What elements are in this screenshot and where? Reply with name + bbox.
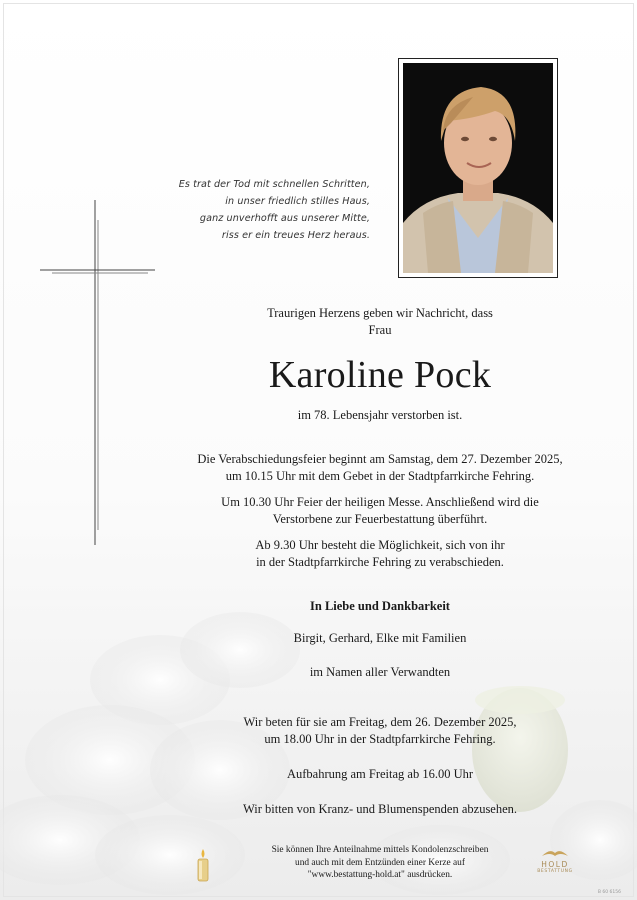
logo-name: HOLD [541,860,569,869]
deceased-name: Karoline Pock [268,354,492,396]
age-line: im 78. Lebensjahr verstorben ist. [297,408,463,422]
farewell-line: in der Stadtpfarrkirche Fehring zu verabschieden. [256,555,504,569]
reference-code: B 60 6156 [597,890,621,895]
mass-info [160,494,600,528]
verse-line: in unser friedlich stilles Haus, [225,196,370,207]
farewell-line: Ab 9.30 Uhr besteht die Möglichkeit, sich von ihr [255,538,505,552]
memorial-verse [140,176,370,244]
verse-line: ganz unverhofft aus unserer Mitte, [199,213,370,224]
candle-icon [194,848,212,882]
flowers-request: Wir bitten von Kranz- und Blumenspenden abzusehen. [242,802,518,816]
mass-line: Um 10.30 Uhr Feier der heiligen Messe. Anschließend wird die [221,495,539,509]
intro-text [160,305,600,339]
prayer-info [160,714,600,748]
farewell-info [160,537,600,571]
prayer-line: um 18.00 Uhr in der Stadtpfarrkirche Fehring. [264,732,496,746]
family-names: Birgit, Gerhard, Elke mit Familien [293,631,467,645]
mass-line: Verstorbene zur Feuerbestattung überführt. [272,512,488,526]
hold-logo-icon [530,848,580,882]
portrait-photo [403,63,553,273]
condolence-line: Sie können Ihre Anteilnahme mittels Kondolenzschreiben [271,845,489,855]
intro-line: Traurigen Herzens geben wir Nachricht, dass [267,306,493,320]
condolence-note [220,844,540,882]
portrait-frame [398,58,558,278]
intro-line: Frau [368,323,392,337]
cross-icon [40,200,155,545]
ceremony-line: um 10.15 Uhr mit dem Gebet in der Stadtpfarrkirche Fehring. [225,469,535,483]
love-heading: In Liebe und Dankbarkeit [310,599,450,613]
condolence-line: "www.bestattung-hold.at" ausdrücken. [307,870,453,880]
ceremony-info [160,451,600,485]
verse-line: Es trat der Tod mit schnellen Schritten, [178,179,370,190]
condolence-line: und auch mit dem Entzünden einer Kerze auf [295,857,465,868]
relatives-line: im Namen aller Verwandten [309,665,451,679]
prayer-line: Wir beten für sie am Freitag, dem 26. Dezember 2025, [243,715,517,729]
verse-line: riss er ein treues Herz heraus. [221,230,370,241]
viewing-info: Aufbahrung am Freitag ab 16.00 Uhr [286,767,474,781]
logo-mark-icon [540,848,570,858]
logo-subtitle: BESTATTUNG [537,869,573,874]
ceremony-line: Die Verabschiedungsfeier beginnt am Samstag, dem 27. Dezember 2025, [197,452,563,466]
